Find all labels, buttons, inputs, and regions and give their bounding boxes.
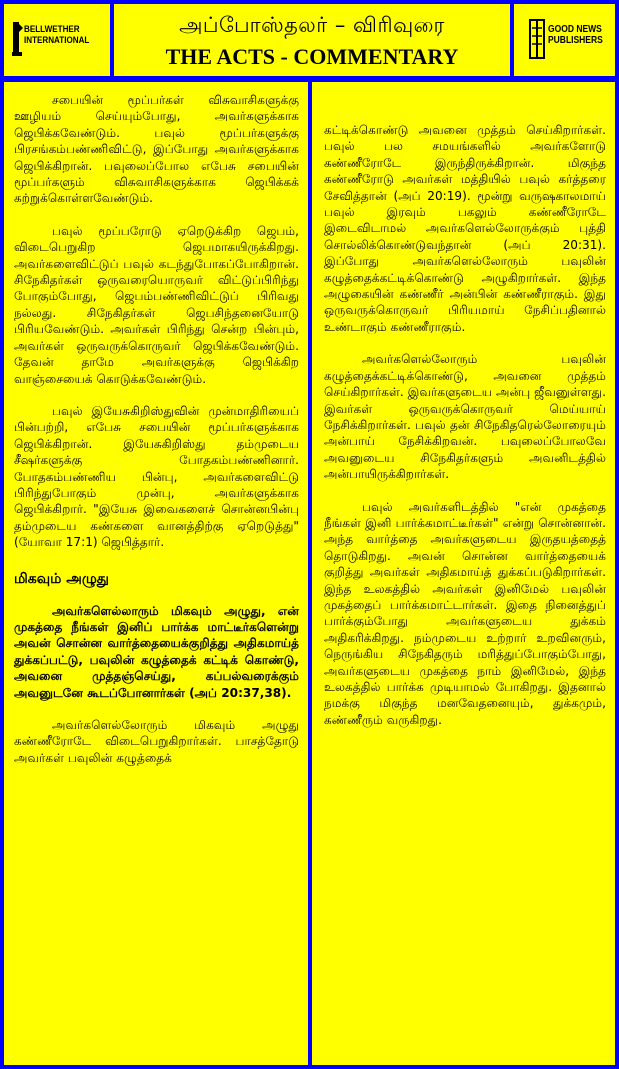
good-news-logo-text	[548, 24, 603, 46]
right-column	[312, 82, 615, 1065]
left-paragraph-4: அவர்களெல்லோரும் மிகவும் அழுது கண்ணீரோடே விடைபெறுகிறார்கள். பாசத்தோடு அவர்கள் பவுலின் கழுத்தைக்	[14, 718, 299, 765]
logo-left-line2: INTERNATIONAL	[24, 35, 90, 46]
section-heading: மிகவும் அழுது	[14, 570, 109, 587]
logo-right-line2: PUBLISHERS	[548, 35, 603, 46]
right-paragraph-3: பவுல் அவர்களிடத்தில் "என் முகத்தை நீங்கள் இனி பார்க்கமாட்டீர்கள்" என்று சொன்னான். அந்த வார்த்தை அவர்களுடைய இருதயத்தைத் தொடுகிறது. அவன் சொன்ன வார்த்தையைக் குறித்து அவர்கள் அதிகமாய்த் துக்கப்படுகிறார்கள். இந்த உலகத்தில் அவர்கள் இனிமேல் பவுலின் முகத்தைப் பார்க்கமாட்டார்கள். இதை நினைத்துப் பார்க்கும்போது அவர்களுடைய துக்கம் அதிகரிக்கிறது. நம்முடைய உற்றார் உறவினரும், நெருங்கிய சிநேகிதரும் மரித்துப்போகும்போது, அவர்களுடைய முகத்தை நாம் இனிமேல், இந்த உலகத்தில் பார்க்க முடியாமல் போகிறது. இதனால் நமக்கு மிகுந்த மனவேதனையும், துக்கமும், கண்ணீரும் வருகிறது.	[324, 499, 606, 727]
bellwether-bell-icon	[12, 20, 24, 58]
left-paragraph-1: சபையின் மூப்பர்கள் விசுவாசிகளுக்கு ஊழியம் செய்யும்போது, அவர்களுக்காக ஜெபிக்கவேண்டும். பவுல் மூப்பர்களுக்கு பிரசங்கம்பண்ணிவிட்டு, இப்போது அவர்களுக்காக ஜெபிக்கிறான். பவுலைப்போல எபேசு சபையின் மூப்பர்களும் விசுவாசிகளுக்காக ஜெபிக்கக் கற்றுக்கொள்ளவேண்டும்.	[14, 93, 299, 206]
bellwether-logo-text	[24, 24, 89, 46]
scripture-quote: அவர்களெல்லாரும் மிகவும் அழுது, என் முகத்தை நீங்கள் இனிப் பார்க்க மாட்டீர்களென்று அவன் சொன்ன வார்த்தையைக்குறித்து அதிகமாய்த் துக்கப்பட்டு, பவுலின் கழுத்தைக் கட்டிக் கொண்டு, அவனை முத்தஞ்செய்து, கப்பல்வரைக்கும் அவனுடனே கூடப்போனார்கள் (அப் 20:37,38).	[14, 603, 299, 700]
good-news-logo	[514, 4, 615, 76]
book-icon	[528, 18, 546, 60]
bellwether-logo	[4, 4, 110, 76]
title-english: THE ACTS - COMMENTARY	[165, 44, 459, 69]
left-paragraph-2: பவுல் மூப்பரோடு ஏறெடுக்கிற ஜெபம், விடைபெறுகிற ஜெபமாகயிருக்கிறது. அவர்களைவிட்டுப் பவுல் கடந்துபோகப்போகிறான். சிநேகிதர்கள் ஒருவரையொருவர் விட்டுப்பிரிந்து போகும்போது, ஜெபம்பண்ணிவிட்டுப் பிரிவது நல்லது. சிநேகிதர்கள் ஜெபசிந்தனையோடு பிரியவேண்டும். அவர்கள் பிரிந்து சென்ற பின்பும், அவர்கள் ஒருவருக்கொருவர் ஜெபிக்கவேண்டும். தேவன் தாமே அவர்களுக்கு ஜெபிக்கிற வாஞ்சையைக் கொடுக்கவேண்டும்.	[14, 223, 299, 386]
logo-right-line1: GOOD NEWS	[548, 24, 602, 35]
logo-left-line1: BELLWETHER	[24, 24, 80, 35]
left-paragraph-3: பவுல் இயேசுகிறிஸ்துவின் முன்மாதிரியைப் பின்பற்றி, எபேசு சபையின் மூப்பர்களுக்காக ஜெபிக்கிறான். இயேசுகிறிஸ்து தம்முடைய சீஷர்களுக்கு போதகம்பண்ணினார். போதகம்பண்ணிய பின்பு, அவர்களைவிட்டு பிரிந்துபோகும் முன்பு, அவர்களுக்காக ஜெபிக்கிறார். "இயேசு இவைகளைச் சொன்னபின்பு தம்முடைய கண்களை வானத்திற்கு ஏறெடுத்து" (யோவா 17:1) ஜெபித்தார்.	[14, 403, 299, 550]
left-column	[4, 82, 308, 1065]
right-paragraph-2: அவர்களெல்லோரும் பவுலின் கழுத்தைக்கட்டிக்கொண்டு, அவனை முத்தம் செய்கிறார்கள். இவர்களுடைய அன்பு ஜீவனுள்ளது. இவர்கள் ஒருவருக்கொருவர் மெய்யாய் நேசிக்கிறார்கள். பவுல் தன் சிநேகிதரெல்லோரையும் அன்பாய் நேசிக்கிறவன். பவுலைப்போலவே அவனுடைய சிநேகிதர்களும் அவனிடத்தில் அன்பாயிருக்கிறார்கள்.	[324, 352, 606, 482]
title-tamil: அப்போஸ்தலர் – விரிவுரை	[179, 13, 445, 37]
right-paragraph-1: கட்டிக்கொண்டு அவனை முத்தம் செய்கிறார்கள். பவுல் பல சமயங்களில் அவர்களோடு கண்ணீரோடே இருந்திருக்கிறான். மிகுந்த கண்ணீரோடு அவர்கள் மத்தியில் பவுல் கர்த்தரை சேவித்தான் (அப் 20:19). மூன்று வருஷகாலமாய் பவுல் இரவும் பகலும் கண்ணீரோடே இடைவிடாமல் அவர்களெல்லோருக்கும் புத்தி சொல்லிக்கொண்டுவந்தான் (அப் 20:31). இப்போது அவர்களெல்லோரும் பவுலின் கழுத்தைக்கட்டிக்கொண்டு அழுகிறார்கள். இந்த அழுகையின் கண்ணீர் அன்பின் கண்ணீராகும். இது ஒருவருக்கொருவர் பிரியமாய் நேசிப்பதினால் உண்டாகும் கண்ணீராகும்.	[324, 123, 606, 334]
page-header	[114, 4, 510, 76]
